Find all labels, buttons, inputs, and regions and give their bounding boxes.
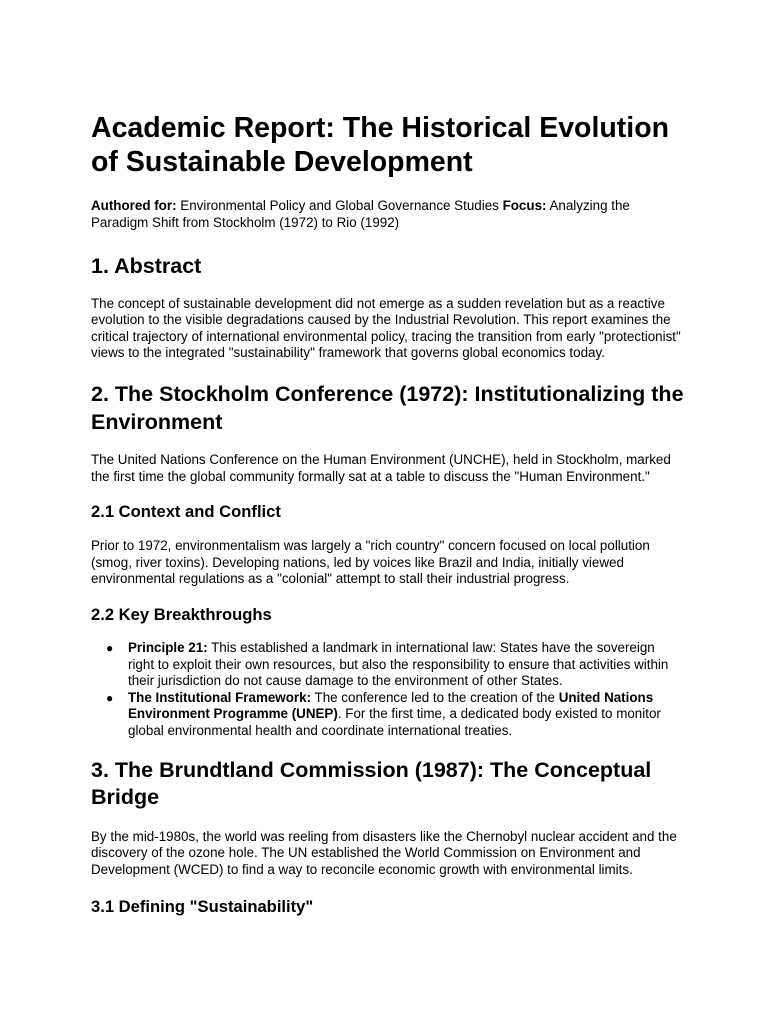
document-title: Academic Report: The Historical Evolution of Sustainable Development <box>91 112 670 178</box>
principle-21-label: Principle 21: <box>128 640 208 656</box>
focus-label: Focus: <box>502 198 547 213</box>
context-conflict-heading: 2.1 Context and Conflict <box>91 502 281 522</box>
brundtland-heading: 3. The Brundtland Commission (1987): The Conceptual Bridge <box>91 757 652 810</box>
document-meta <box>91 198 684 231</box>
list-item-principle-21 <box>106 640 684 690</box>
stockholm-paragraph: The United Nations Conference on the Human Environment (UNCHE), held in Stockholm, marked the first time the global community formally sat at a table to discuss the "Human Environment." <box>91 452 671 484</box>
abstract-heading: 1. Abstract <box>91 254 202 279</box>
institutional-framework-text-before: The conference led to the creation of the <box>311 689 559 705</box>
brundtland-paragraph: By the mid-1980s, the world was reeling from disasters like the Chernobyl nuclear accident and the discovery of the ozone hole. The UN established the World Commission on Environment and Development (WCED) to find a way to reconcile economic growth with environmental limits. <box>91 828 677 877</box>
list-item-institutional-framework <box>106 689 684 740</box>
authored-for-label: Authored for: <box>91 198 177 213</box>
focus-value: Analyzing the Paradigm Shift from Stockholm (1972) to Rio (1992) <box>91 198 630 230</box>
stockholm-heading: 2. The Stockholm Conference (1972): Institutionalizing the Environment <box>91 382 684 434</box>
bullet-icon: ● <box>106 641 114 656</box>
abstract-paragraph: The concept of sustainable development did not emerge as a sudden revelation but as a reactive evolution to the visible degradations caused by the Industrial Revolution. This report examines the critical trajectory of international environmental policy, tracing the transition from early "protectionist" views to the integrated "sustainability" framework that governs global economics today. <box>91 295 681 361</box>
institutional-framework-label: The Institutional Framework: <box>128 689 312 705</box>
authored-for-value: Environmental Policy and Global Governance Studies <box>176 198 503 213</box>
key-breakthroughs-heading: 2.2 Key Breakthroughs <box>91 605 272 625</box>
institutional-framework-text-after: . For the first time, a dedicated body existed to monitor global environmental health and coordinate international treaties. <box>128 706 661 738</box>
unep-emphasis: United Nations Environment Programme (UNEP) <box>128 689 654 722</box>
bullet-icon: ● <box>106 690 114 705</box>
context-conflict-paragraph: Prior to 1972, environmentalism was largely a "rich country" concern focused on local pollution (smog, river toxins). Developing nations, led by voices like Brazil and India, initially viewed environmental regulations as a "colonial" attempt to stall their industrial progress. <box>91 538 650 587</box>
key-breakthroughs-list <box>91 640 684 740</box>
principle-21-text: This established a landmark in international law: States have the sovereign right to exploit their own resources, but also the responsibility to ensure that activities within their jurisdiction do not cause damage to the environment of other States. <box>128 640 669 689</box>
defining-sustainability-heading: 3.1 Defining "Sustainability" <box>91 897 314 917</box>
